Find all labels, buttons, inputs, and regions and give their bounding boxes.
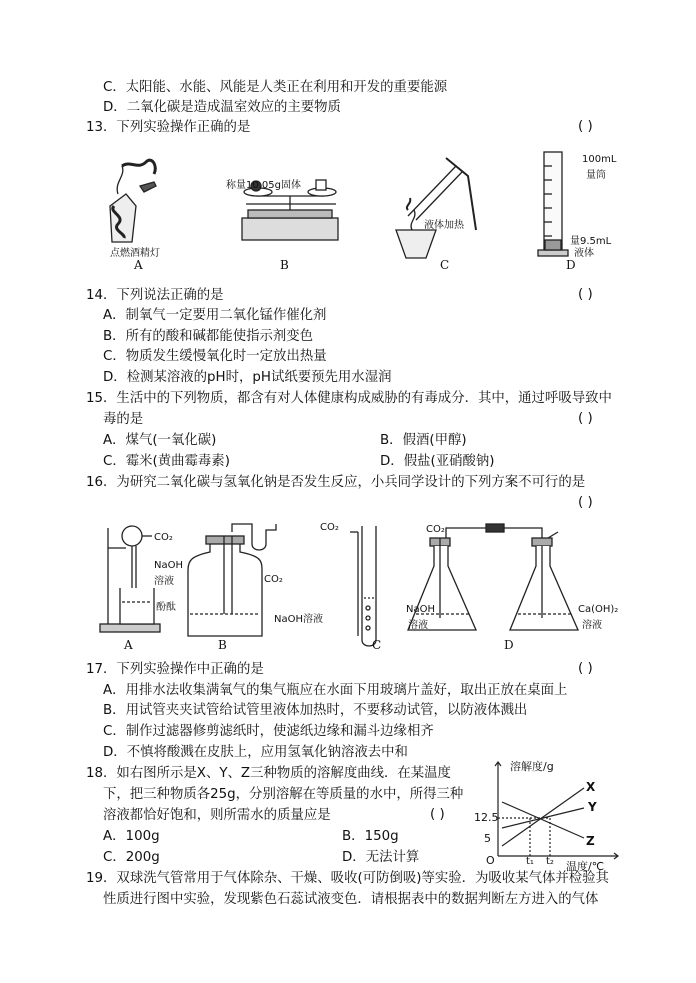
q14-stem: 14．下列说法正确的是 — [86, 288, 224, 303]
q16-caption-bc-naoh: NaOH溶液 — [274, 614, 323, 625]
q14-option-d: D．检测某溶液的pH时，pH试纸要预先用水湿润 — [103, 370, 392, 385]
q16-caption-d-solution1: 溶液 — [408, 620, 428, 631]
q18-option-c: C．200g — [103, 850, 160, 865]
q15-answer-paren: ( ) — [578, 411, 593, 426]
q15-option-d: D．假盐(亚硝酸钠) — [380, 454, 495, 469]
q14-answer-paren: ( ) — [578, 287, 593, 302]
test-tube-heating-icon — [396, 158, 476, 258]
q16-caption-d-solution2: 溶液 — [582, 620, 602, 631]
q18-stem-line2: 下，把三种物质各25g，分别溶解在等质量的水中，所得三种 — [103, 787, 464, 802]
q14-option-a: A．制氧气一定要用二氧化锰作催化剂 — [103, 308, 327, 323]
q13-fig-label-c: C — [440, 258, 450, 272]
solubility-chart — [474, 758, 624, 873]
chart-origin: O — [486, 854, 495, 867]
q13-answer-paren: ( ) — [578, 119, 593, 134]
q18-stem-line1: 18．如右图所示是X、Y、Z三种物质的溶解度曲线．在某温度 — [86, 766, 451, 781]
q16-caption-a-solution: 溶液 — [154, 576, 174, 587]
q16-caption-d-co2: CO₂ — [426, 524, 445, 535]
q13-caption-d-bottom2: 液体 — [574, 248, 594, 259]
q15-stem-line2: 毒的是 — [103, 412, 144, 427]
series-label-y: Y — [588, 800, 597, 814]
q15-option-c: C．霉米(黄曲霉毒素) — [103, 454, 230, 469]
q17-answer-paren: ( ) — [578, 661, 593, 676]
test-tube-icon — [350, 526, 376, 646]
q18-answer-paren: ( ) — [430, 807, 445, 822]
q16-figures — [96, 518, 626, 656]
curve-x — [502, 788, 584, 846]
q18-option-a: A．100g — [103, 829, 160, 844]
gas-bottle-icon — [188, 524, 276, 636]
chart-xtick-t2: t₂ — [546, 856, 554, 867]
q17-option-d: D．不慎将酸溅在皮肤上，应用氢氧化钠溶液去中和 — [103, 745, 408, 760]
q13-apparatus-svg — [96, 146, 616, 276]
q18-stem-line3: 溶液都恰好饱和，则所需水的质量应是 — [103, 808, 331, 823]
q16-fig-label-a: A — [124, 638, 133, 652]
q13-caption-a: 点燃酒精灯 — [110, 248, 160, 259]
q13-caption-c: 液体加热 — [424, 220, 464, 231]
q16-fig-label-b: B — [218, 638, 227, 652]
q12-option-d: D．二氧化碳是造成温室效应的主要物质 — [103, 100, 341, 115]
q13-fig-label-d: D — [566, 258, 576, 272]
alcohol-lamps-icon — [110, 160, 156, 242]
q13-fig-label-b: B — [280, 258, 289, 272]
q18-option-b: B．150g — [342, 829, 399, 844]
q13-caption-d-bottom: 量9.5mL — [570, 236, 612, 247]
q16-caption-b-co2: CO₂ — [264, 574, 283, 585]
q19-stem-line1: 19．双球洗气管常用于气体除杂、干燥、吸收(可防倒吸)等实验．为吸收某气体并检验其 — [86, 871, 609, 886]
q13-stem: 13．下列实验操作正确的是 — [86, 120, 251, 135]
q18-option-d: D．无法计算 — [342, 850, 420, 865]
q15-option-a: A．煤气(一氧化碳) — [103, 433, 217, 448]
chart-ytick-5: 5 — [484, 832, 491, 845]
chart-xtick-t1: t₁ — [526, 856, 534, 867]
q14-option-b: B．所有的酸和碱都能使指示剂变色 — [103, 329, 314, 344]
stand-beaker-icon — [100, 526, 160, 632]
q15-stem-line1: 15．生活中的下列物质，都含有对人体健康构成威胁的有毒成分．其中，通过呼吸导致中 — [86, 391, 612, 406]
q16-caption-a-co2: CO₂ — [154, 532, 173, 543]
series-label-x: X — [586, 780, 596, 794]
q16-caption-a-naoh: NaOH — [154, 560, 183, 571]
q19-stem-line2: 性质进行图中实验，发现紫色石蕊试液变色．请根据表中的数据判断左方进入的气体 — [103, 892, 599, 907]
q16-fig-label-c: C — [372, 638, 382, 652]
q17-option-b: B．用试管夹夹试管给试管里液体加热时，不要移动试管，以防液体溅出 — [103, 703, 528, 718]
q16-stem: 16．为研究二氧化碳与氢氧化钠是否发生反应，小兵同学设计的下列方案不可行的是 — [86, 475, 586, 490]
q13-caption-d-top2: 量筒 — [586, 170, 606, 181]
chart-xlabel: 温度/℃ — [566, 860, 605, 873]
q17-option-a: A．用排水法收集满氧气的集气瓶应在水面下用玻璃片盖好，取出正放在桌面上 — [103, 683, 568, 698]
q13-caption-d-top: 100mL — [582, 154, 617, 165]
graduated-cylinder-icon — [538, 152, 568, 256]
q13-fig-label-a: A — [134, 258, 143, 272]
q16-fig-label-d: D — [504, 638, 514, 652]
q14-option-c: C．物质发生缓慢氧化时一定放出热量 — [103, 349, 327, 364]
curve-z — [502, 802, 584, 838]
series-label-z: Z — [586, 834, 595, 848]
q16-answer-paren: ( ) — [578, 495, 593, 510]
q17-option-c: C．制作过滤器修剪滤纸时，使滤纸边缘和漏斗边缘相齐 — [103, 724, 434, 739]
q13-caption-b: 称量10.05g固体 — [226, 180, 301, 191]
q17-stem: 17．下列实验操作中正确的是 — [86, 662, 264, 677]
q16-caption-c-co2: CO₂ — [320, 522, 339, 533]
q13-figures — [96, 146, 616, 276]
q16-caption-d-caoh2: Ca(OH)₂ — [578, 604, 619, 615]
q15-option-b: B．假酒(甲醇) — [380, 433, 467, 448]
chart-ytick-12-5: 12.5 — [474, 811, 499, 824]
q16-caption-d-naoh: NaOH — [406, 604, 435, 615]
q16-caption-a-phenolphthalein: 酚酞 — [156, 602, 176, 613]
q16-apparatus-svg — [96, 518, 626, 656]
q12-option-c: C．太阳能、水能、风能是人类正在利用和开发的重要能源 — [103, 80, 448, 95]
chart-ylabel: 溶解度/g — [510, 760, 554, 773]
